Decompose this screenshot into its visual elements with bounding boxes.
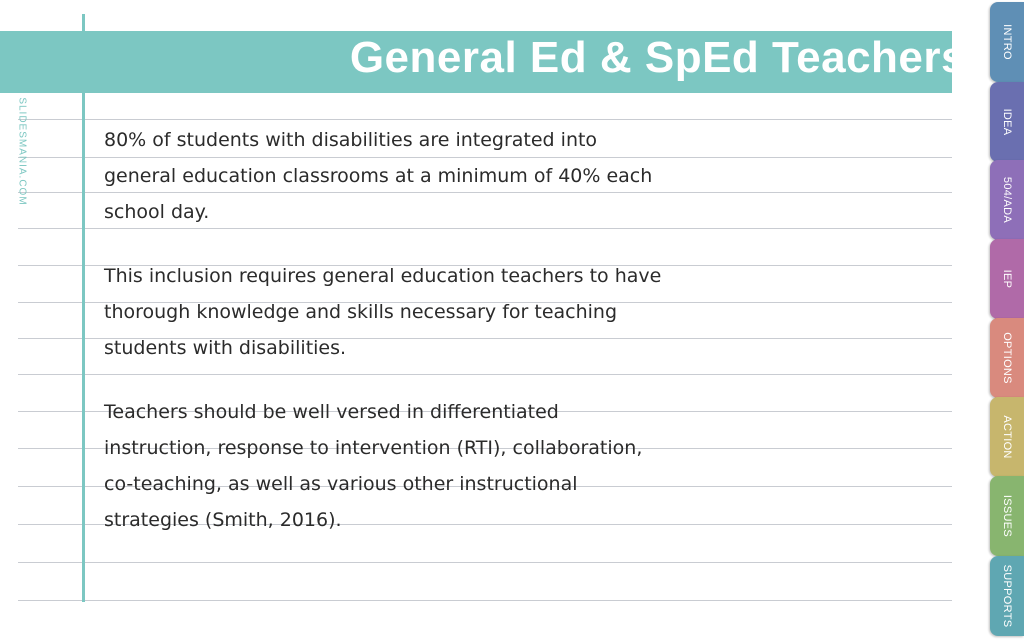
tab-label: IDEA: [1001, 108, 1013, 136]
paragraph: 80% of students with disabilities are integrated into general education classrooms at a minimum of 40% each school day.: [104, 129, 653, 223]
tab-iep[interactable]: [990, 239, 1024, 319]
tab-supports[interactable]: [990, 556, 1024, 636]
tab-options[interactable]: [990, 318, 1024, 398]
tab-504-ada[interactable]: [990, 160, 1024, 240]
ruled-line: [18, 562, 952, 563]
watermark: SLIDESMANIA.COM: [16, 97, 28, 206]
ruled-line: [18, 600, 952, 601]
tab-label: ISSUES: [1001, 494, 1013, 538]
tab-label: ACTION: [1001, 415, 1013, 459]
tab-label: SUPPORTS: [1001, 564, 1013, 628]
tab-issues[interactable]: [990, 476, 1024, 556]
margin-line: [82, 14, 85, 602]
body-text: [104, 122, 664, 538]
tab-strip: [986, 0, 1024, 640]
tab-action[interactable]: [990, 397, 1024, 477]
tab-intro[interactable]: [990, 2, 1024, 82]
tab-label: IEP: [1001, 269, 1013, 289]
page-title: General Ed & SpEd Teachers: [349, 33, 966, 82]
tab-label: 504/ADA: [1001, 176, 1013, 224]
ruled-line: [18, 119, 952, 120]
tab-label: INTRO: [1001, 24, 1013, 60]
tab-idea[interactable]: [990, 82, 1024, 162]
tab-label: OPTIONS: [1001, 332, 1013, 384]
paragraph: Teachers should be well versed in differentiated instruction, response to intervention (RTI), collaboration, co-teaching, as well as various other instructional strategies (Smith, 2016).: [104, 401, 643, 531]
paragraph: This inclusion requires general education teachers to have thorough knowledge and skills necessary for teaching students with disabilities.: [104, 265, 662, 359]
